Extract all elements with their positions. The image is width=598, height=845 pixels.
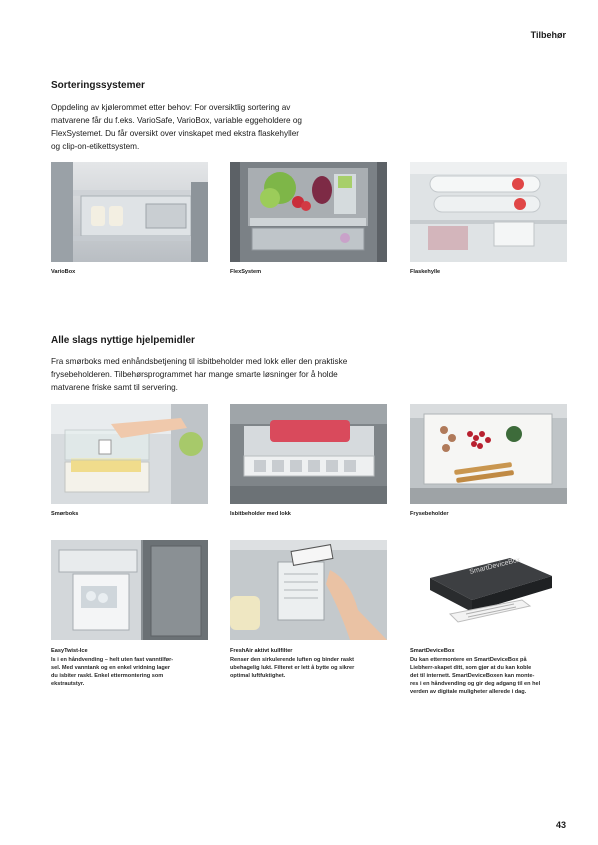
- bottle-shelf-photo: [410, 162, 567, 262]
- freshair-filter-description: [230, 656, 390, 680]
- caption-variobox: VarioBox: [51, 269, 76, 275]
- description-line: sel. Med vanntank og en enkel vridning lager: [51, 665, 171, 672]
- section-title-sorting: Sorteringssystemer: [51, 80, 145, 91]
- intro-line: og clip-on-etikettsystem.: [51, 142, 140, 151]
- butter-box-photo: [51, 404, 208, 504]
- description-line: ubehagelig lukt. Filteret er lett å bytte og sikrer: [230, 665, 355, 672]
- smartdevicebox-photo: [410, 540, 567, 640]
- variobox-photo: [51, 162, 208, 262]
- intro-line: Oppdeling av kjølerommet etter behov: For oversiktlig sortering av: [51, 103, 291, 112]
- page-header-title: Tilbehør: [530, 30, 566, 40]
- description-line: verden av digitale muligheter allerede i dag.: [410, 689, 527, 696]
- section-intro-accessories: [51, 355, 381, 394]
- intro-line: frysebeholderen. Tilbehørsprogrammet har mange smarte løsninger for å holde: [51, 370, 338, 379]
- caption-freezer-container: Frysebeholder: [410, 511, 449, 517]
- description-line: optimal luftfuktighet.: [230, 673, 286, 680]
- easytwist-ice-photo: [51, 540, 208, 640]
- caption-butter-box: Smørboks: [51, 511, 79, 517]
- section-intro-sorting: [51, 101, 331, 153]
- page-number: 43: [555, 820, 566, 830]
- easytwist-ice-description: [51, 656, 211, 688]
- description-line: Renser den sirkulerende luften og binder raskt: [230, 657, 355, 663]
- smartdevicebox-title: SmartDeviceBox: [410, 648, 455, 654]
- intro-line: matvarene friske samt til servering.: [51, 383, 178, 392]
- description-line: det til internett. SmartDeviceBoxen kan monte-: [410, 673, 535, 680]
- flexsystem-photo: [230, 162, 387, 262]
- ice-container-photo: [230, 404, 387, 504]
- description-line: ekstrautstyr.: [51, 681, 85, 688]
- description-line: Du kan ettermontere en SmartDeviceBox på: [410, 657, 527, 663]
- caption-bottle-shelf: Flaskehylle: [410, 269, 441, 275]
- section-title-accessories: Alle slags nyttige hjelpemidler: [51, 335, 195, 346]
- description-line: du isbiter raskt. Enkel ettermontering som: [51, 673, 164, 680]
- smartdevicebox-label: SmartDeviceBox: [468, 556, 522, 576]
- description-line: Is i en håndvending – helt uten fast vanntilfør-: [51, 657, 174, 663]
- intro-line: FlexSystemet. Du får oversikt over vinskapet med ekstra flaskehyller: [51, 129, 299, 138]
- freezer-container-photo: [410, 404, 567, 504]
- smartdevicebox-description: [410, 656, 570, 696]
- description-line: res i en håndvending og gir deg adgang til en hel: [410, 681, 541, 688]
- description-line: Liebherr-skapet ditt, som gjør at du kan koble: [410, 665, 532, 672]
- intro-line: matvarene får du f.eks. VarioSafe, VarioBox, variable eggeholdere og: [51, 116, 302, 125]
- freshair-filter-photo: [230, 540, 387, 640]
- caption-ice-container: Isbitbeholder med lokk: [230, 511, 291, 517]
- intro-line: Fra smørboks med enhåndsbetjening til isbitbeholder med lokk eller den praktiske: [51, 357, 348, 366]
- freshair-filter-title: FreshAir aktivt kullfilter: [230, 648, 293, 654]
- easytwist-ice-title: EasyTwist-Ice: [51, 648, 88, 654]
- caption-flexsystem: FlexSystem: [230, 269, 262, 275]
